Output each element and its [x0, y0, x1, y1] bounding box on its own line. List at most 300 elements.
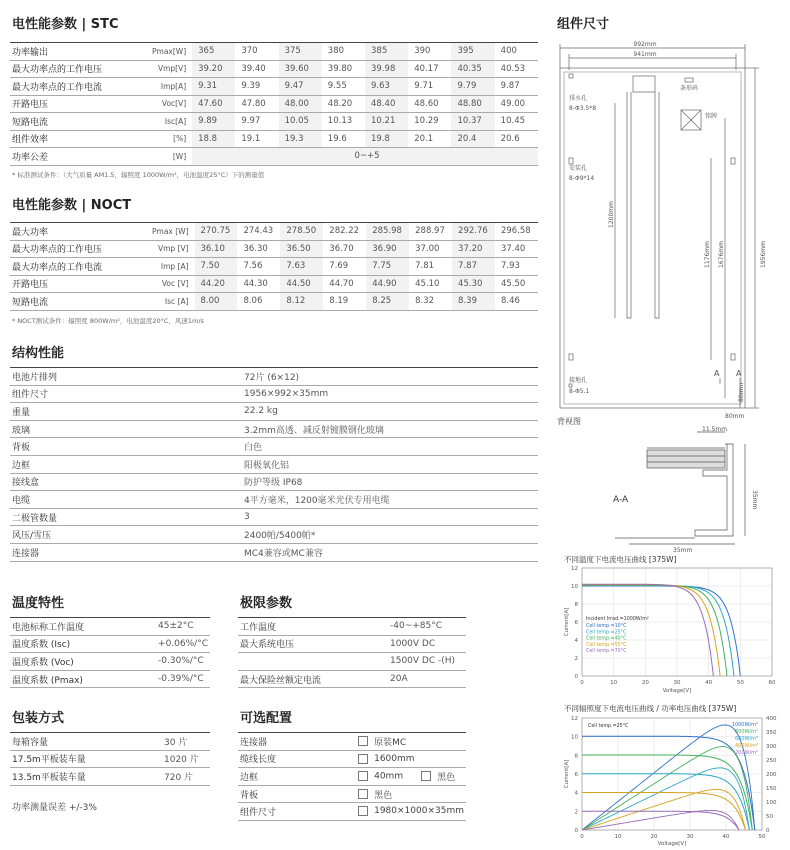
structure-key: 重量 [10, 403, 240, 421]
structure-key: 边框 [10, 455, 240, 473]
packaging-key: 每箱容量 [10, 733, 160, 751]
temperature-row [10, 670, 210, 688]
packaging-value: 1020 片 [160, 750, 210, 768]
cable-left [627, 92, 631, 318]
stc-value: 39.20 [192, 60, 235, 78]
option-label: 1980×1000×35mm [374, 806, 464, 817]
stc-row [10, 113, 538, 131]
stc-tolerance-name: 功率公差 [10, 148, 150, 166]
chart2-pv-series-0 [582, 725, 755, 830]
power-tolerance-note: 功率测量误差 +/-3% [12, 803, 97, 813]
chart2-y2tick: 350 [766, 730, 777, 736]
frame-height-dim: 35mm [751, 490, 758, 510]
noct-param-name: 最大功率点的工作电压 [10, 240, 150, 258]
structure-key: 连接器 [10, 543, 240, 561]
section-mark-left: A [714, 369, 720, 378]
back-view-label: 背视图 [557, 417, 581, 426]
stc-value: 40.17 [408, 60, 451, 78]
stc-param-name: 短路电流 [10, 113, 150, 131]
chart1-legend-entry: Cell temp.=40°C [586, 636, 627, 642]
limits-value: 1500V DC -(H) [386, 653, 466, 671]
limits-value: 20A [386, 670, 466, 688]
temperature-value: +0.06%/°C [154, 635, 210, 653]
chart1-xtick: 20 [641, 680, 649, 686]
noct-value: 8.19 [323, 293, 366, 311]
structure-key: 接线盒 [10, 473, 240, 491]
structure-row [10, 508, 538, 526]
limits-row [238, 635, 466, 653]
stc-value: 390 [408, 43, 451, 61]
chart2-y2tick: 50 [766, 814, 773, 820]
noct-value: 37.40 [495, 240, 538, 258]
chart1-xtick: 30 [673, 680, 681, 686]
chart1-ytick: 8 [574, 602, 578, 608]
chart2-y2tick: 250 [766, 758, 777, 764]
stc-value: 10.13 [322, 113, 365, 131]
structure-value: 白色 [240, 438, 538, 456]
chart2-y2tick: 200 [766, 772, 777, 778]
stc-param-name: 最大功率点的工作电压 [10, 60, 150, 78]
noct-value: 44.30 [237, 275, 280, 293]
module-outer-frame [560, 68, 745, 408]
stc-row [10, 43, 538, 61]
packaging-title: 包装方式 [12, 711, 65, 726]
stc-tolerance-unit: [W] [150, 148, 192, 166]
noct-value: 36.70 [323, 240, 366, 258]
packaging-value: 30 片 [160, 733, 210, 751]
chart2-ytick: 8 [574, 753, 578, 760]
chart1-xlabel: Voltage[V] [662, 688, 692, 694]
stc-param-unit: Vmp[V] [150, 60, 192, 78]
structure-key: 电池片排列 [10, 368, 240, 386]
chart1-ytick: 0 [574, 674, 578, 680]
stc-value: 385 [365, 43, 408, 61]
chart2-legend-entry: 1000W/m² [731, 722, 758, 728]
stc-value: 395 [451, 43, 494, 61]
structure-value: MC4兼容或MC兼容 [240, 543, 538, 561]
stc-value: 48.00 [279, 95, 322, 113]
stc-row [10, 78, 538, 96]
frame-top-dim: 11.5mm [702, 426, 728, 433]
stc-value: 40.35 [451, 60, 494, 78]
mount-hole-spec: 8-Φ9*14 [569, 175, 595, 182]
nameplate-label: 铭牌 [705, 113, 718, 120]
structure-value: 防护等级 IP68 [240, 473, 538, 491]
chart2-xtick: 10 [614, 834, 622, 840]
noct-value: 282.22 [323, 223, 366, 241]
temperature-title: 温度特性 [12, 596, 65, 611]
noct-value: 292.76 [452, 223, 495, 241]
chart1-xtick: 40 [705, 680, 713, 686]
dim-1956-label: 1956mm [760, 241, 767, 268]
stc-param-name: 功率输出 [10, 43, 150, 61]
temperature-key: 温度系数 (Isc) [10, 635, 154, 653]
noct-value: 44.50 [280, 275, 323, 293]
stc-title: 电性能参数 | STC [12, 17, 119, 32]
option-checkbox[interactable] [358, 771, 368, 781]
limits-row [238, 670, 466, 688]
stc-param-unit: Isc[A] [150, 113, 192, 131]
stc-value: 40.53 [495, 60, 538, 78]
iv-pv-curve-irradiance-chart [560, 702, 790, 847]
stc-value: 370 [235, 43, 278, 61]
temperature-row [10, 653, 210, 671]
chart1-ylabel: Current[A] [564, 607, 570, 637]
stc-value: 9.31 [192, 78, 235, 96]
chart1-legend-title: Incident Irrad.=1000W/m² [586, 617, 649, 623]
ground-hole-label: 接地孔 [569, 377, 588, 384]
chart2-iv-series-4 [582, 811, 739, 830]
drain-hole-label: 排水孔 [569, 95, 588, 102]
chart2-xtick: 20 [650, 834, 658, 840]
dim-941-label: 941mm [633, 51, 657, 58]
structure-value: 22.2 kg [240, 403, 538, 421]
option-checkbox[interactable] [358, 806, 368, 816]
stc-param-name: 开路电压 [10, 95, 150, 113]
noct-value: 36.50 [280, 240, 323, 258]
limits-row [238, 653, 466, 671]
limits-table [238, 617, 466, 688]
option-label: 黑色 [437, 772, 456, 783]
limits-row [238, 618, 466, 636]
noct-param-unit: Isc [A] [150, 293, 195, 311]
mount-hole-2 [569, 354, 573, 360]
structure-key: 组件尺寸 [10, 385, 240, 403]
stc-value: 9.55 [322, 78, 365, 96]
mount-hole-1 [569, 158, 573, 164]
stc-value: 47.60 [192, 95, 235, 113]
stc-value: 10.29 [408, 113, 451, 131]
dim-1676-label: 1676mm [718, 241, 725, 268]
chart1-legend-entry: Cell temp.=70°C [586, 649, 627, 654]
limits-key: 最大保险丝额定电流 [238, 670, 386, 688]
dim-992-label: 992mm [633, 41, 657, 48]
stc-row [10, 95, 538, 113]
noct-value: 270.75 [195, 223, 238, 241]
structure-row [10, 526, 538, 544]
stc-value: 19.1 [235, 130, 278, 148]
stc-value: 20.6 [495, 130, 538, 148]
stc-value: 9.71 [408, 78, 451, 96]
chart1-xtick: 50 [736, 680, 744, 686]
structure-row [10, 368, 538, 386]
stc-value: 9.47 [279, 78, 322, 96]
stc-value: 380 [322, 43, 365, 61]
packaging-row [10, 768, 210, 786]
stc-value: 9.97 [235, 113, 278, 131]
noct-value: 8.46 [495, 293, 538, 311]
noct-value: 7.87 [452, 258, 495, 276]
stc-note: * 标准测试条件：（大气质量 AM1.5，辐照度 1000W/m²，电池温度25°C）下的测量值 [12, 171, 265, 179]
noct-value: 8.06 [237, 293, 280, 311]
structure-value: 72片 (6×12) [240, 368, 538, 386]
limits-key: 工作温度 [238, 618, 386, 636]
limits-title: 极限参数 [240, 596, 293, 611]
chart1-legend-entry: Cell temp.=10°C [586, 624, 627, 630]
optional-row [238, 768, 466, 786]
noct-param-unit: Vmp [V] [150, 240, 195, 258]
noct-param-name: 最大功率点的工作电流 [10, 258, 150, 276]
stc-tolerance-value: 0~+5 [192, 148, 538, 166]
temperature-key: 温度系数 (Voc) [10, 653, 154, 671]
chart2-xlabel: Voltage[V] [657, 841, 687, 847]
noct-value: 45.30 [452, 275, 495, 293]
noct-value: 285.98 [366, 223, 409, 241]
drain-hole-spec: 8-Φ3.5*8 [569, 105, 597, 112]
optional-row [238, 733, 466, 751]
chart2-ytick: 4 [574, 790, 578, 797]
chart1-ytick: 4 [574, 638, 578, 644]
dim-1176-label: 1176mm [704, 241, 711, 268]
chart2-legend-entry: 200W/m² [734, 750, 758, 756]
optional-key: 组件尺寸 [238, 803, 354, 821]
packaging-key: 17.5m平板装车量 [10, 750, 160, 768]
chart2-ytick: 12 [571, 716, 578, 722]
stc-value: 19.6 [322, 130, 365, 148]
noct-value: 274.43 [237, 223, 280, 241]
temperature-row [10, 635, 210, 653]
chart1-ytick: 12 [571, 566, 578, 572]
barcode-label: 条形码 [680, 85, 699, 92]
chart1-legend-entry: Cell temp.=55°C [586, 642, 627, 648]
chart2-ytick: 0 [574, 828, 578, 834]
limits-key [238, 653, 386, 671]
structure-row [10, 420, 538, 438]
noct-value: 8.12 [280, 293, 323, 311]
chart2-pv-series-3 [582, 789, 745, 830]
chart1-xtick: 60 [768, 680, 776, 686]
noct-value: 36.10 [195, 240, 238, 258]
structure-key: 电缆 [10, 491, 240, 509]
noct-row [10, 223, 538, 241]
stc-value: 10.05 [279, 113, 322, 131]
junction-box [633, 76, 655, 92]
stc-value: 48.80 [451, 95, 494, 113]
chart1-xtick: 10 [610, 680, 618, 686]
structure-row [10, 385, 538, 403]
optional-key: 缆线长度 [238, 750, 354, 768]
chart2-y2tick: 150 [766, 786, 777, 792]
chart1-ytick: 2 [574, 656, 578, 662]
noct-table [10, 222, 538, 311]
structure-row [10, 491, 538, 509]
barcode-box [685, 78, 693, 82]
frame-section-drawing [585, 426, 785, 556]
chart2-ytick: 2 [574, 809, 578, 816]
noct-value: 44.70 [323, 275, 366, 293]
temperature-value: -0.30%/°C [154, 653, 210, 671]
structure-key: 背板 [10, 438, 240, 456]
chart2-ytick: 6 [574, 772, 578, 778]
stc-value: 48.60 [408, 95, 451, 113]
optional-key: 边框 [238, 768, 354, 786]
packaging-table [10, 732, 210, 786]
noct-value: 7.69 [323, 258, 366, 276]
frame-width-dim: 35mm [673, 547, 693, 554]
stc-value: 48.40 [365, 95, 408, 113]
noct-value: 7.56 [237, 258, 280, 276]
optional-row [238, 803, 466, 821]
chart2-annotation: Cell temp.=25°C [588, 724, 629, 729]
optional-title: 可选配置 [240, 711, 293, 726]
stc-value: 39.98 [365, 60, 408, 78]
noct-row [10, 258, 538, 276]
structure-value: 1956×992×35mm [240, 385, 538, 403]
option-label: 原装MC [374, 737, 407, 748]
noct-param-name: 短路电流 [10, 293, 150, 311]
temperature-key: 温度系数 (Pmax) [10, 670, 154, 688]
structure-value: 4平方毫米，1200毫米光伏专用电缆 [240, 491, 538, 509]
iv-curve-temperature-chart [560, 552, 785, 697]
stc-value: 49.00 [495, 95, 538, 113]
noct-value: 278.50 [280, 223, 323, 241]
noct-row [10, 275, 538, 293]
stc-value: 9.63 [365, 78, 408, 96]
noct-value: 36.90 [366, 240, 409, 258]
noct-title: 电性能参数 | NOCT [12, 198, 132, 213]
stc-value: 20.1 [408, 130, 451, 148]
optional-key: 连接器 [238, 733, 354, 751]
packaging-row [10, 733, 210, 751]
chart2-legend-entry: 800W/m² [734, 729, 758, 735]
temperature-row [10, 618, 210, 636]
stc-value: 365 [192, 43, 235, 61]
chart1-title: 不同温度下电流电压曲线 [375W] [564, 555, 677, 564]
stc-value: 10.21 [365, 113, 408, 131]
noct-value: 36.30 [237, 240, 280, 258]
stc-param-unit: [%] [150, 130, 192, 148]
dim-80-label-bottom: 80mm [725, 413, 745, 420]
structure-value: 阳极氧化铝 [240, 455, 538, 473]
laminate-layers [647, 450, 725, 468]
section-aa-label: A-A [613, 495, 629, 505]
ground-hole [569, 384, 572, 387]
structure-row [10, 403, 538, 421]
stc-value: 400 [495, 43, 538, 61]
chart2-ylabel: Current[A] [564, 759, 570, 789]
optional-row [238, 750, 466, 768]
optional-table [238, 732, 466, 821]
noct-value: 45.10 [409, 275, 452, 293]
structure-value: 3.2mm高透、减反射镀膜钢化玻璃 [240, 420, 538, 438]
stc-param-name: 最大功率点的工作电流 [10, 78, 150, 96]
stc-value: 10.45 [495, 113, 538, 131]
stc-value: 19.8 [365, 130, 408, 148]
noct-value: 7.50 [195, 258, 238, 276]
option-checkbox[interactable] [358, 736, 368, 746]
noct-param-unit: Imp [A] [150, 258, 195, 276]
noct-value: 37.00 [409, 240, 452, 258]
stc-value: 9.39 [235, 78, 278, 96]
dim-80-label: 80mm [738, 382, 745, 402]
option-checkbox[interactable] [421, 771, 431, 781]
stc-value: 47.80 [235, 95, 278, 113]
stc-tolerance-row [10, 148, 538, 166]
stc-value: 20.4 [451, 130, 494, 148]
packaging-key: 13.5m平板装车量 [10, 768, 160, 786]
chart2-y2tick: 100 [766, 800, 777, 806]
stc-value: 39.80 [322, 60, 365, 78]
noct-value: 8.32 [409, 293, 452, 311]
ground-hole-spec: 8-Φ5.1 [569, 388, 590, 395]
chart2-ytick: 10 [571, 734, 578, 741]
option-checkbox[interactable] [358, 754, 368, 764]
temperature-key: 电池标称工作温度 [10, 618, 154, 636]
chart2-legend-entry: 400W/m² [734, 743, 758, 749]
temperature-table [10, 617, 210, 688]
chart2-y2tick: 400 [766, 716, 777, 722]
stc-row [10, 130, 538, 148]
limits-value: 1000V DC [386, 635, 466, 653]
temperature-value: -0.39%/°C [154, 670, 210, 688]
noct-row [10, 293, 538, 311]
noct-value: 7.81 [409, 258, 452, 276]
noct-row [10, 240, 538, 258]
structure-title: 结构性能 [12, 346, 65, 361]
noct-value: 45.50 [495, 275, 538, 293]
stc-value: 9.79 [451, 78, 494, 96]
chart1-legend-entry: Cell temp.=25°C [586, 630, 627, 636]
noct-value: 8.25 [366, 293, 409, 311]
option-label: 黑色 [374, 790, 393, 801]
chart2-xtick: 0 [580, 834, 584, 840]
cable-right [655, 92, 659, 318]
option-label: 40mm [374, 771, 404, 782]
optional-key: 背板 [238, 785, 354, 803]
limits-key: 最大系统电压 [238, 635, 386, 653]
noct-value: 37.20 [452, 240, 495, 258]
structure-row [10, 455, 538, 473]
module-back-view-drawing [555, 38, 787, 428]
stc-value: 375 [279, 43, 322, 61]
mount-hole-label: 安装孔 [569, 165, 588, 172]
stc-value: 48.20 [322, 95, 365, 113]
structure-key: 玻璃 [10, 420, 240, 438]
option-checkbox[interactable] [358, 789, 368, 799]
noct-value: 8.39 [452, 293, 495, 311]
noct-param-unit: Pmax [W] [150, 223, 195, 241]
chart2-legend-entry: 600W/m² [734, 736, 758, 742]
structure-row [10, 438, 538, 456]
stc-value: 9.87 [495, 78, 538, 96]
structure-row [10, 543, 538, 561]
noct-value: 44.20 [195, 275, 238, 293]
dim-1200-label: 1200mm [608, 201, 615, 228]
stc-param-unit: Voc[V] [150, 95, 192, 113]
structure-key: 二极管数量 [10, 508, 240, 526]
noct-value: 296.58 [495, 223, 538, 241]
chart2-xtick: 30 [686, 834, 694, 840]
noct-value: 7.93 [495, 258, 538, 276]
noct-param-name: 开路电压 [10, 275, 150, 293]
noct-note: * NOCT测试条件：辐照度 800W/m²，电池温度20°C，风速1m/s [12, 317, 204, 325]
noct-param-name: 最大功率 [10, 223, 150, 241]
chart2-y2tick: 0 [766, 828, 770, 834]
structure-key: 风压/雪压 [10, 526, 240, 544]
noct-value: 44.90 [366, 275, 409, 293]
stc-row [10, 60, 538, 78]
section-mark-right: A [736, 369, 742, 378]
chart2-y2tick: 300 [766, 744, 777, 750]
limits-value: -40~+85°C [386, 618, 466, 636]
stc-param-unit: Imp[A] [150, 78, 192, 96]
chart2-xtick: 50 [758, 834, 766, 840]
stc-value: 10.37 [451, 113, 494, 131]
structure-value: 2400帕/5400帕* [240, 526, 538, 544]
chart1-ytick: 6 [574, 620, 578, 626]
dimensions-title: 组件尺寸 [557, 17, 610, 32]
stc-table [10, 42, 538, 166]
